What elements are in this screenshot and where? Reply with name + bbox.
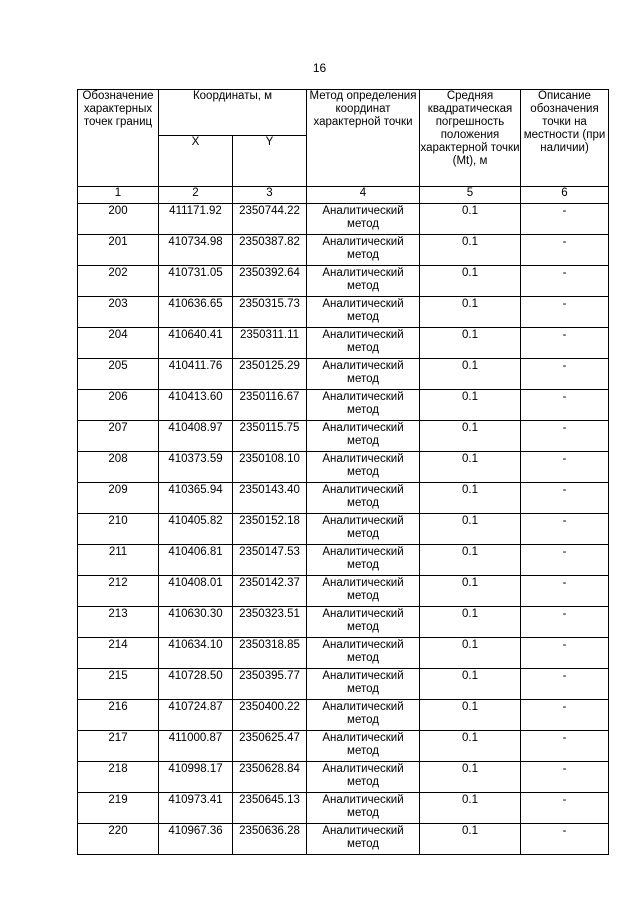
cell-accuracy: 0.1	[420, 576, 521, 607]
cell-accuracy: 0.1	[420, 638, 521, 669]
column-number: 1	[78, 187, 159, 204]
cell-description: -	[521, 669, 609, 700]
cell-x-coordinate: 410411.76	[159, 359, 233, 390]
cell-description: -	[521, 731, 609, 762]
cell-method: Аналитический метод	[307, 359, 420, 390]
cell-y-coordinate: 2350323.51	[233, 607, 307, 638]
cell-method: Аналитический метод	[307, 328, 420, 359]
cell-method: Аналитический метод	[307, 638, 420, 669]
cell-y-coordinate: 2350311.11	[233, 328, 307, 359]
cell-accuracy: 0.1	[420, 545, 521, 576]
table-row	[78, 545, 609, 576]
cell-accuracy: 0.1	[420, 452, 521, 483]
table-row	[78, 731, 609, 762]
cell-x-coordinate: 411000.87	[159, 731, 233, 762]
cell-method: Аналитический метод	[307, 421, 420, 452]
cell-description: -	[521, 607, 609, 638]
table-row	[78, 421, 609, 452]
cell-x-coordinate: 410998.17	[159, 762, 233, 793]
cell-y-coordinate: 2350395.77	[233, 669, 307, 700]
cell-description: -	[521, 793, 609, 824]
cell-accuracy: 0.1	[420, 793, 521, 824]
cell-point-number: 212	[78, 576, 159, 607]
cell-accuracy: 0.1	[420, 204, 521, 235]
cell-accuracy: 0.1	[420, 824, 521, 855]
cell-method: Аналитический метод	[307, 452, 420, 483]
cell-point-number: 203	[78, 297, 159, 328]
cell-y-coordinate: 2350143.40	[233, 483, 307, 514]
header-designation: Обозначение характерных точек границ	[78, 90, 159, 187]
cell-y-coordinate: 2350318.85	[233, 638, 307, 669]
cell-point-number: 217	[78, 731, 159, 762]
cell-x-coordinate: 410640.41	[159, 328, 233, 359]
cell-point-number: 213	[78, 607, 159, 638]
column-number: 5	[420, 187, 521, 204]
table-row	[78, 514, 609, 545]
cell-x-coordinate: 411171.92	[159, 204, 233, 235]
cell-x-coordinate: 410373.59	[159, 452, 233, 483]
cell-x-coordinate: 410630.30	[159, 607, 233, 638]
cell-description: -	[521, 359, 609, 390]
cell-x-coordinate: 410734.98	[159, 235, 233, 266]
cell-accuracy: 0.1	[420, 669, 521, 700]
cell-point-number: 206	[78, 390, 159, 421]
cell-accuracy: 0.1	[420, 483, 521, 514]
cell-point-number: 208	[78, 452, 159, 483]
cell-accuracy: 0.1	[420, 514, 521, 545]
header-y: Y	[233, 136, 307, 187]
cell-point-number: 210	[78, 514, 159, 545]
cell-method: Аналитический метод	[307, 824, 420, 855]
column-number: 3	[233, 187, 307, 204]
cell-method: Аналитический метод	[307, 731, 420, 762]
cell-point-number: 216	[78, 700, 159, 731]
cell-x-coordinate: 410731.05	[159, 266, 233, 297]
table-row	[78, 297, 609, 328]
cell-accuracy: 0.1	[420, 235, 521, 266]
cell-description: -	[521, 545, 609, 576]
cell-x-coordinate: 410634.10	[159, 638, 233, 669]
cell-accuracy: 0.1	[420, 390, 521, 421]
cell-method: Аналитический метод	[307, 483, 420, 514]
cell-method: Аналитический метод	[307, 235, 420, 266]
table-row	[78, 824, 609, 855]
cell-point-number: 219	[78, 793, 159, 824]
table-header	[78, 90, 609, 204]
cell-description: -	[521, 638, 609, 669]
table-row	[78, 483, 609, 514]
cell-point-number: 205	[78, 359, 159, 390]
cell-method: Аналитический метод	[307, 266, 420, 297]
cell-accuracy: 0.1	[420, 359, 521, 390]
cell-method: Аналитический метод	[307, 669, 420, 700]
cell-x-coordinate: 410406.81	[159, 545, 233, 576]
table-row	[78, 762, 609, 793]
cell-description: -	[521, 824, 609, 855]
cell-y-coordinate: 2350625.47	[233, 731, 307, 762]
cell-x-coordinate: 410405.82	[159, 514, 233, 545]
cell-y-coordinate: 2350108.10	[233, 452, 307, 483]
cell-method: Аналитический метод	[307, 514, 420, 545]
cell-y-coordinate: 2350392.64	[233, 266, 307, 297]
header-x: X	[159, 136, 233, 187]
cell-point-number: 200	[78, 204, 159, 235]
header-coordinates: Координаты, м	[159, 90, 307, 136]
cell-y-coordinate: 2350142.37	[233, 576, 307, 607]
table-body	[78, 204, 609, 855]
column-number: 4	[307, 187, 420, 204]
column-number: 6	[521, 187, 609, 204]
cell-accuracy: 0.1	[420, 328, 521, 359]
cell-description: -	[521, 700, 609, 731]
cell-y-coordinate: 2350115.75	[233, 421, 307, 452]
cell-y-coordinate: 2350744.22	[233, 204, 307, 235]
cell-method: Аналитический метод	[307, 793, 420, 824]
cell-x-coordinate: 410636.65	[159, 297, 233, 328]
cell-description: -	[521, 297, 609, 328]
table-row	[78, 669, 609, 700]
cell-point-number: 201	[78, 235, 159, 266]
cell-y-coordinate: 2350400.22	[233, 700, 307, 731]
cell-method: Аналитический метод	[307, 762, 420, 793]
table-row	[78, 266, 609, 297]
cell-point-number: 202	[78, 266, 159, 297]
cell-x-coordinate: 410365.94	[159, 483, 233, 514]
cell-x-coordinate: 410724.87	[159, 700, 233, 731]
header-accuracy: Средняя квадратическая погрешность положения характерной точки (Mt), м	[420, 90, 521, 187]
cell-x-coordinate: 410408.01	[159, 576, 233, 607]
cell-point-number: 207	[78, 421, 159, 452]
cell-description: -	[521, 204, 609, 235]
cell-x-coordinate: 410967.36	[159, 824, 233, 855]
cell-y-coordinate: 2350116.67	[233, 390, 307, 421]
cell-description: -	[521, 452, 609, 483]
table-row	[78, 359, 609, 390]
cell-method: Аналитический метод	[307, 607, 420, 638]
cell-description: -	[521, 483, 609, 514]
cell-y-coordinate: 2350315.73	[233, 297, 307, 328]
cell-point-number: 218	[78, 762, 159, 793]
cell-method: Аналитический метод	[307, 297, 420, 328]
cell-accuracy: 0.1	[420, 266, 521, 297]
cell-point-number: 204	[78, 328, 159, 359]
cell-x-coordinate: 410973.41	[159, 793, 233, 824]
cell-x-coordinate: 410413.60	[159, 390, 233, 421]
cell-accuracy: 0.1	[420, 297, 521, 328]
cell-accuracy: 0.1	[420, 731, 521, 762]
cell-description: -	[521, 514, 609, 545]
header-method: Метод определения координат характерной точки	[307, 90, 420, 187]
cell-description: -	[521, 421, 609, 452]
cell-accuracy: 0.1	[420, 607, 521, 638]
cell-description: -	[521, 266, 609, 297]
cell-y-coordinate: 2350147.53	[233, 545, 307, 576]
cell-x-coordinate: 410728.50	[159, 669, 233, 700]
cell-description: -	[521, 390, 609, 421]
cell-y-coordinate: 2350387.82	[233, 235, 307, 266]
cell-method: Аналитический метод	[307, 576, 420, 607]
header-row-main	[78, 90, 609, 136]
cell-description: -	[521, 328, 609, 359]
cell-y-coordinate: 2350645.13	[233, 793, 307, 824]
cell-y-coordinate: 2350152.18	[233, 514, 307, 545]
cell-description: -	[521, 235, 609, 266]
cell-point-number: 209	[78, 483, 159, 514]
cell-point-number: 220	[78, 824, 159, 855]
coordinates-table	[77, 89, 609, 855]
cell-accuracy: 0.1	[420, 700, 521, 731]
cell-description: -	[521, 576, 609, 607]
cell-accuracy: 0.1	[420, 762, 521, 793]
table-row	[78, 700, 609, 731]
cell-y-coordinate: 2350636.28	[233, 824, 307, 855]
cell-x-coordinate: 410408.97	[159, 421, 233, 452]
table-row	[78, 328, 609, 359]
cell-method: Аналитический метод	[307, 700, 420, 731]
column-number: 2	[159, 187, 233, 204]
table-row	[78, 576, 609, 607]
cell-y-coordinate: 2350125.29	[233, 359, 307, 390]
table-row	[78, 793, 609, 824]
cell-method: Аналитический метод	[307, 390, 420, 421]
table-row	[78, 390, 609, 421]
table-row	[78, 452, 609, 483]
cell-accuracy: 0.1	[420, 421, 521, 452]
table-row	[78, 607, 609, 638]
table-row	[78, 235, 609, 266]
table-row	[78, 638, 609, 669]
cell-method: Аналитический метод	[307, 545, 420, 576]
cell-y-coordinate: 2350628.84	[233, 762, 307, 793]
table-row	[78, 204, 609, 235]
cell-method: Аналитический метод	[307, 204, 420, 235]
cell-point-number: 214	[78, 638, 159, 669]
cell-point-number: 211	[78, 545, 159, 576]
header-description: Описание обозначения точки на местности (при наличии)	[521, 90, 609, 187]
cell-point-number: 215	[78, 669, 159, 700]
cell-description: -	[521, 762, 609, 793]
page-number: 16	[312, 61, 327, 75]
column-numbers-row	[78, 187, 609, 204]
